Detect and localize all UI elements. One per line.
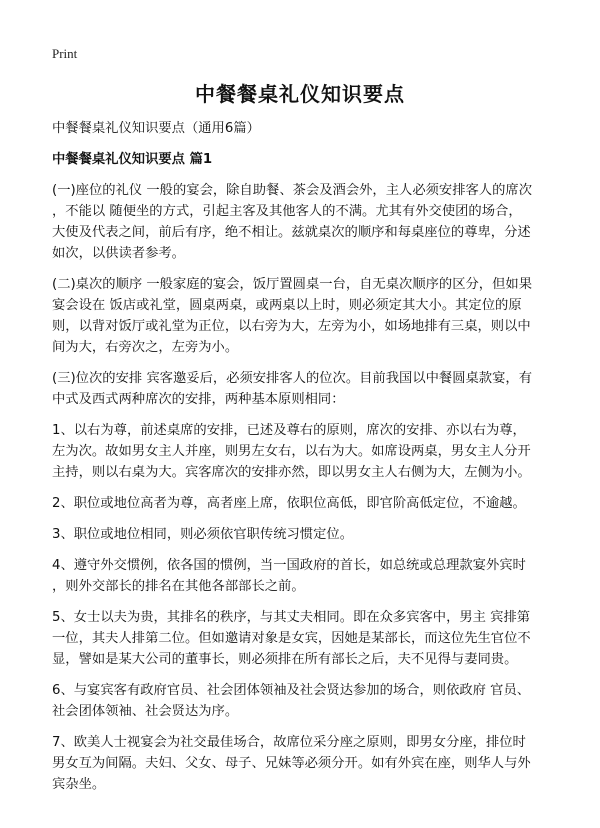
paragraph-line: (二)桌次的顺序 一般家庭的宴会，饭厅置圆桌一台，自无桌次顺序的区分，但如果: [52, 277, 532, 292]
paragraph: [52, 274, 572, 358]
paragraph-line: 主持，则以右桌为大。宾客席次的安排亦然，即以男女主人右侧为大，左侧为小。: [52, 465, 531, 480]
print-link[interactable]: Print: [52, 46, 78, 61]
paragraph-line: 间为大，右旁次之，左旁为小。: [52, 340, 239, 355]
paragraph: [52, 607, 572, 670]
paragraph: [52, 524, 572, 545]
paragraph-line: 显，譬如是某大公司的董事长，则必须排在所有部长之后，夫不见得与妻同贵。: [52, 652, 518, 667]
paragraph-line: 一位，其夫人排第二位。但如邀请对象是女宾，因她是某部长，而这位先生官位不: [52, 631, 531, 646]
paragraph-line: 则，以背对饭厅或礼堂为正位，以右旁为大，左旁为小，如场地排有三桌，则以中: [52, 319, 531, 334]
paragraph-line: (三)位次的安排 宾客邀妥后，必须安排客人的位次。目前我国以中餐圆桌款宴，有: [52, 371, 532, 386]
paragraph-line: 7、欧美人士视宴会为社交最佳场合，故席位采分座之原则，即男女分座，排位时: [52, 735, 526, 750]
document-body: [52, 119, 572, 805]
paragraph-line: ，则外交部长的排名在其他各部部长之前。: [52, 579, 305, 594]
paragraph-line: 3、职位或地位相同，则必须依官职传统习惯定位。: [52, 527, 353, 542]
paragraph-line: 2、职位或地位高者为尊，高者座上席，依职位高低，即官阶高低定位，不逾越。: [52, 496, 526, 511]
paragraph-line: 宾杂坐。: [52, 777, 106, 792]
page-title: 中餐餐桌礼仪知识要点: [195, 82, 405, 106]
paragraph-line: 中式及西式两种席次的安排，两种基本原则相同：: [52, 392, 345, 407]
paragraph-line: 6、与宴宾客有政府官员、社会团体领袖及社会贤达参加的场合，则依政府 官员、: [52, 683, 531, 698]
paragraph: [52, 493, 572, 514]
paragraph: [52, 680, 572, 722]
paragraph: [52, 732, 572, 795]
paragraph-line: 大使及代表之间，前后有序，绝不相让。兹就桌次的顺序和每桌座位的尊卑，分述: [52, 225, 531, 240]
paragraph-line: ，不能以 随便坐的方式，引起主客及其他客人的不满。尤其有外交使团的场合，: [52, 204, 522, 219]
paragraph-line: (一)座位的礼仪 一般的宴会，除自助餐、茶会及酒会外，主人必须安排客人的席次: [52, 183, 532, 198]
section-heading: 中餐餐桌礼仪知识要点 篇1: [52, 152, 213, 167]
paragraph-line: 如次，以供读者参考。: [52, 246, 185, 261]
paragraph-line: 宴会设在 饭店或礼堂，圆桌两桌，或两桌以上时，则必须定其大小。其定位的原: [52, 298, 522, 313]
paragraph: [52, 368, 572, 410]
paragraph: [52, 420, 572, 483]
paragraph-line: 5、女士以夫为贵，其排名的秩序，与其丈夫相同。即在众多宾客中，男主 宾排第: [52, 610, 531, 625]
document-subtitle: 中餐餐桌礼仪知识要点（通用6篇）: [52, 121, 260, 136]
paragraph-list: [52, 180, 572, 795]
paragraph-line: 左为次。故如男女主人并座，则男左女右，以右为大。如席设两桌，男女主人分开: [52, 444, 531, 459]
paragraph: [52, 555, 572, 597]
paragraph-line: 男女互为间隔。夫妇、父女、母子、兄妹等必须分开。如有外宾在座，则华人与外: [52, 756, 531, 771]
paragraph-line: 4、遵守外交惯例，依各国的惯例，当一国政府的首长，如总统或总理款宴外宾时: [52, 558, 526, 573]
paragraph: [52, 180, 572, 264]
paragraph-line: 社会团体领袖、社会贤达为序。: [52, 704, 239, 719]
paragraph-line: 1、以右为尊，前述桌席的安排，已述及尊右的原则，席次的安排、亦以右为尊，: [52, 423, 526, 438]
